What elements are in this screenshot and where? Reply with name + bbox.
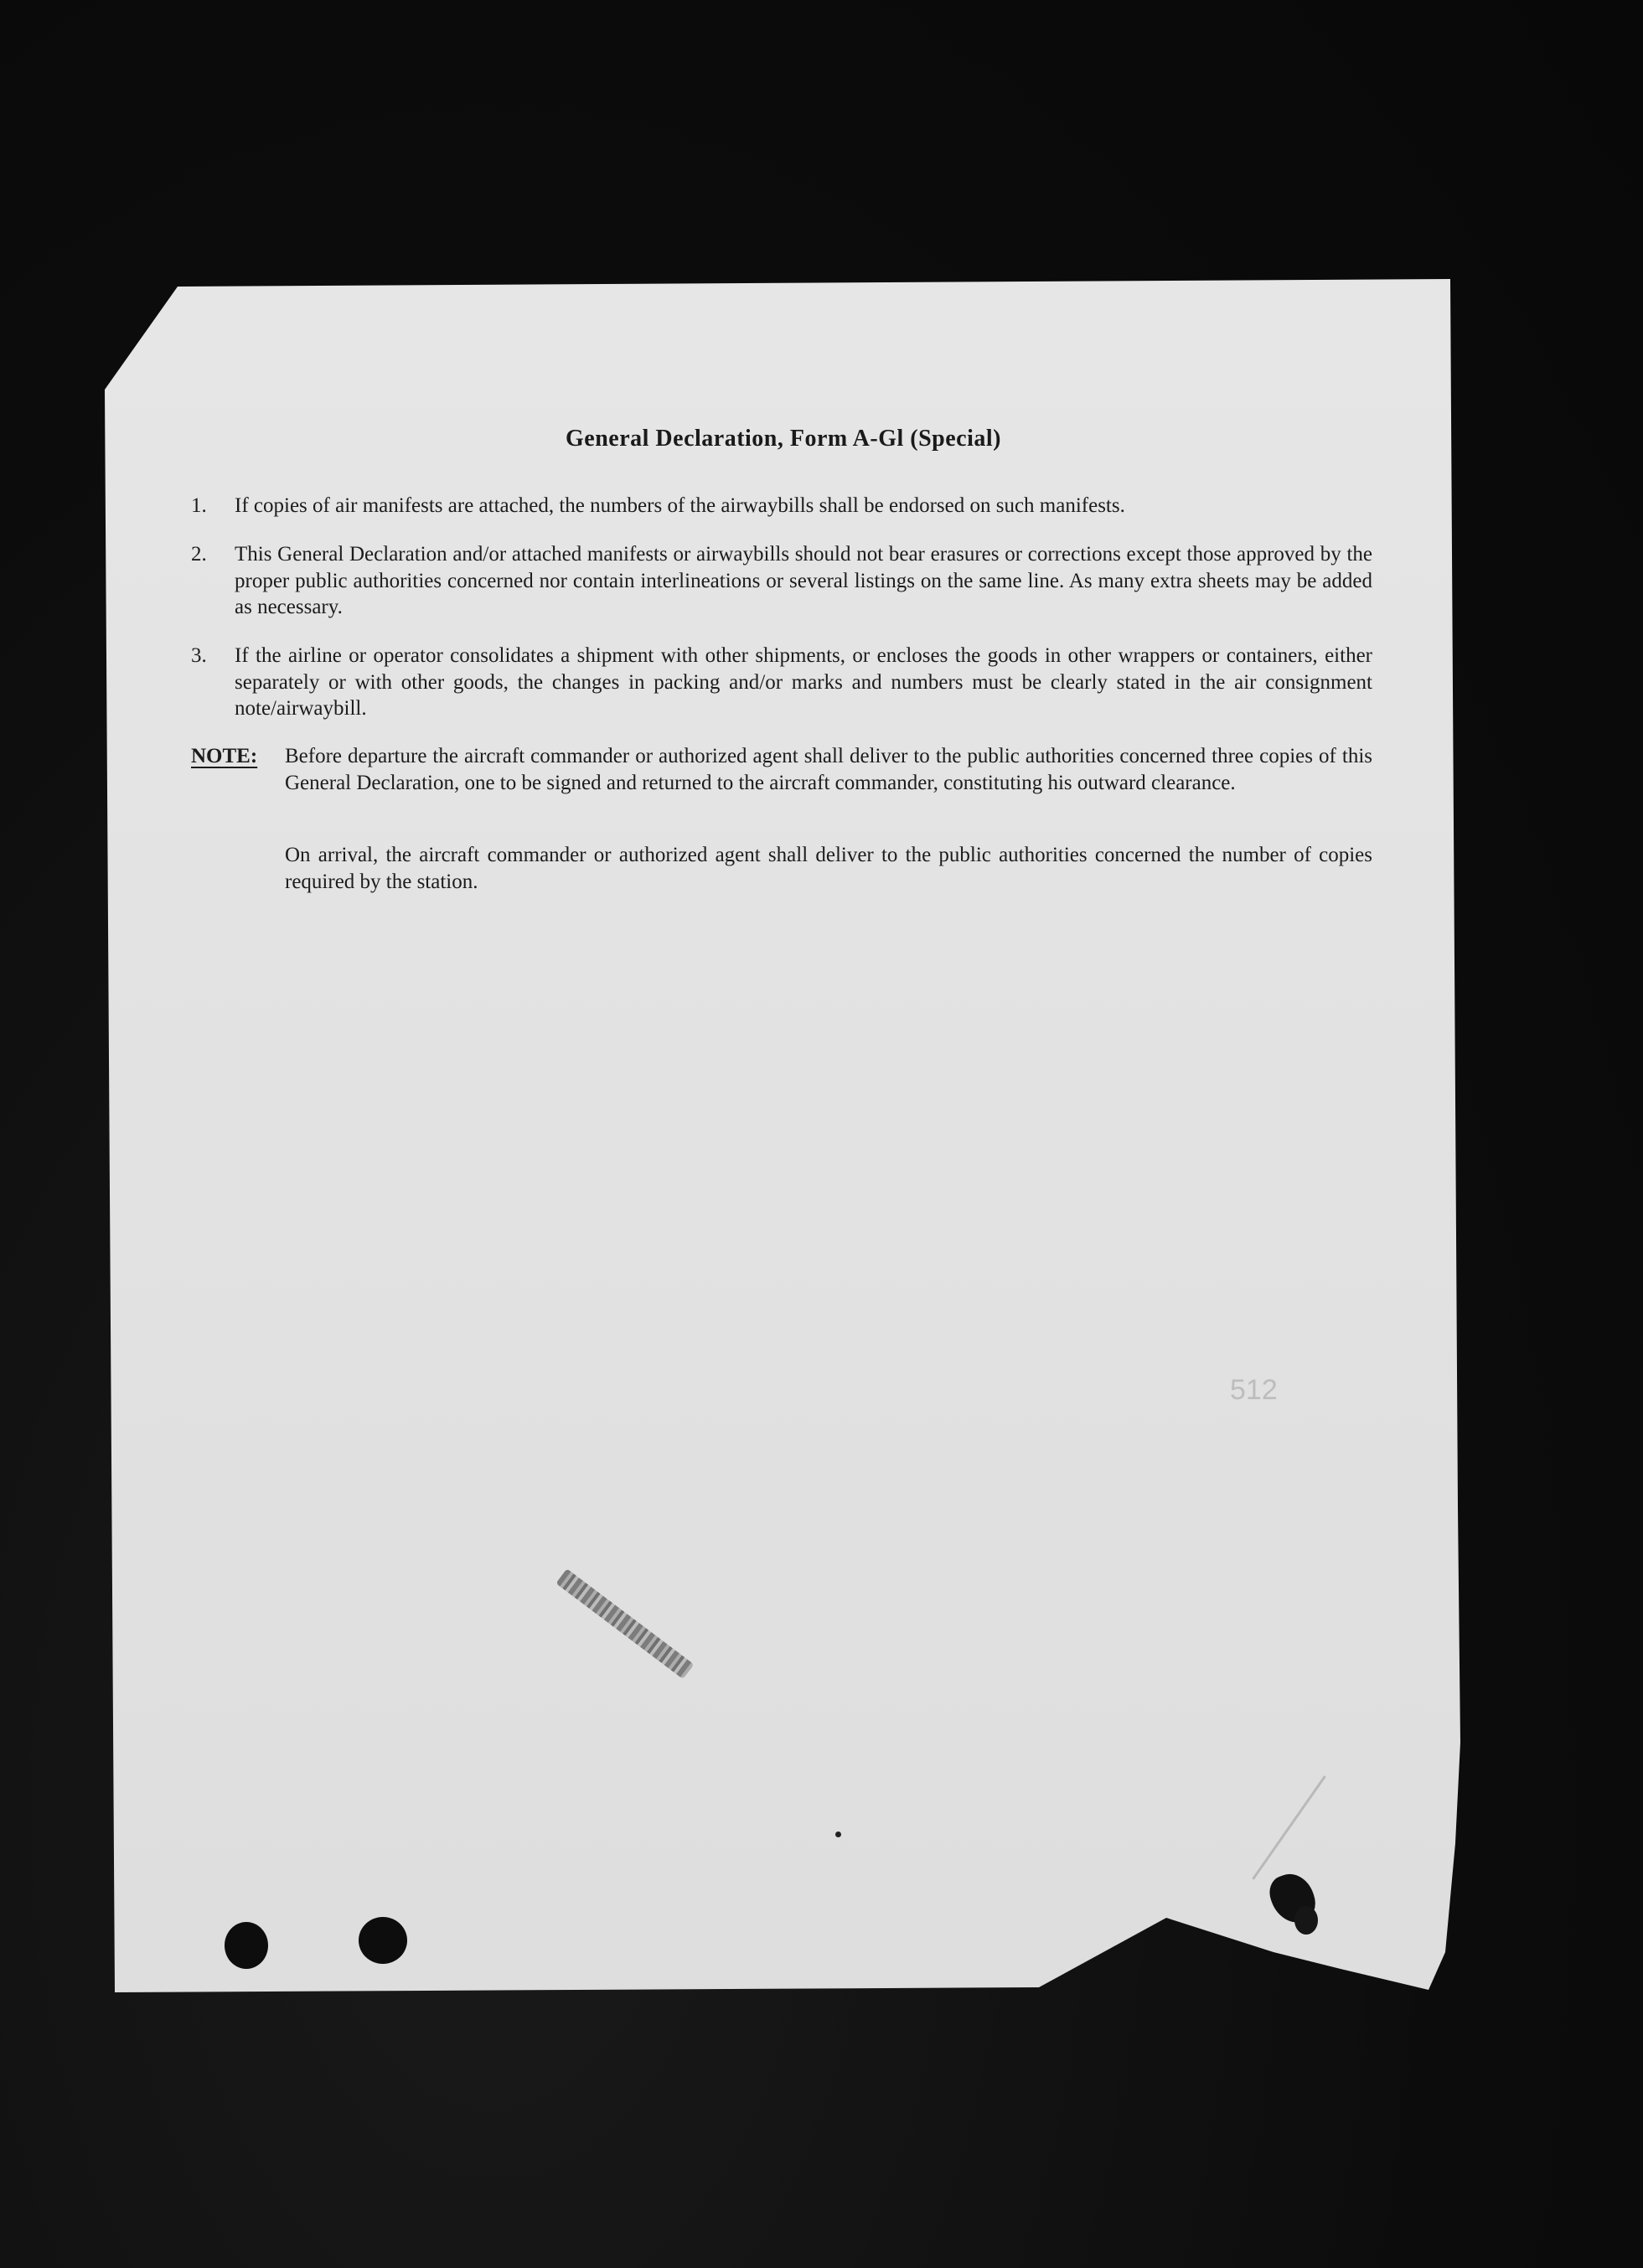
- note-section: [191, 743, 1372, 796]
- punch-hole: [359, 1917, 407, 1964]
- item-number: 2.: [191, 543, 207, 566]
- item-text: If the airline or operator consolidates a shipment with other shipments, or encloses the goods in other wrappers or containers, either separately or with other goods, the changes in packing and/or marks and numbers must be clearly stated in the air consignment note/airwaybill.: [235, 644, 1372, 720]
- ink-blot: [1294, 1906, 1318, 1935]
- document-title: General Declaration, Form A-Gl (Special): [566, 426, 1001, 452]
- list-item: [191, 493, 1372, 519]
- note-paragraph-1: Before departure the aircraft commander or authorized agent shall deliver to the public authorities concerned three copies of this General Declaration, one to be signed and returned to the aircraft commander, constituting his outward clearance.: [285, 745, 1372, 794]
- item-number: 3.: [191, 644, 207, 667]
- item-number: 1.: [191, 494, 207, 517]
- item-text: This General Declaration and/or attached manifests or airwaybills should not bear erasures or corrections except those approved by the proper public authorities concerned nor contain interlineations or several listings on the same line. As many extra sheets may be added as necessary.: [235, 543, 1372, 618]
- note-paragraph-2: On arrival, the aircraft commander or authorized agent shall deliver to the public authorities concerned the number of copies required by the station.: [285, 844, 1372, 893]
- ink-dot: [835, 1831, 841, 1837]
- list-item: [191, 643, 1372, 722]
- punch-hole: [225, 1922, 268, 1969]
- paper-outline: [105, 279, 1460, 1992]
- faint-page-number: 512: [1230, 1374, 1278, 1406]
- note-label: NOTE:: [191, 745, 258, 767]
- item-text: If copies of air manifests are attached, the numbers of the airwaybills shall be endorsed on such manifests.: [235, 494, 1125, 517]
- list-item: [191, 541, 1372, 621]
